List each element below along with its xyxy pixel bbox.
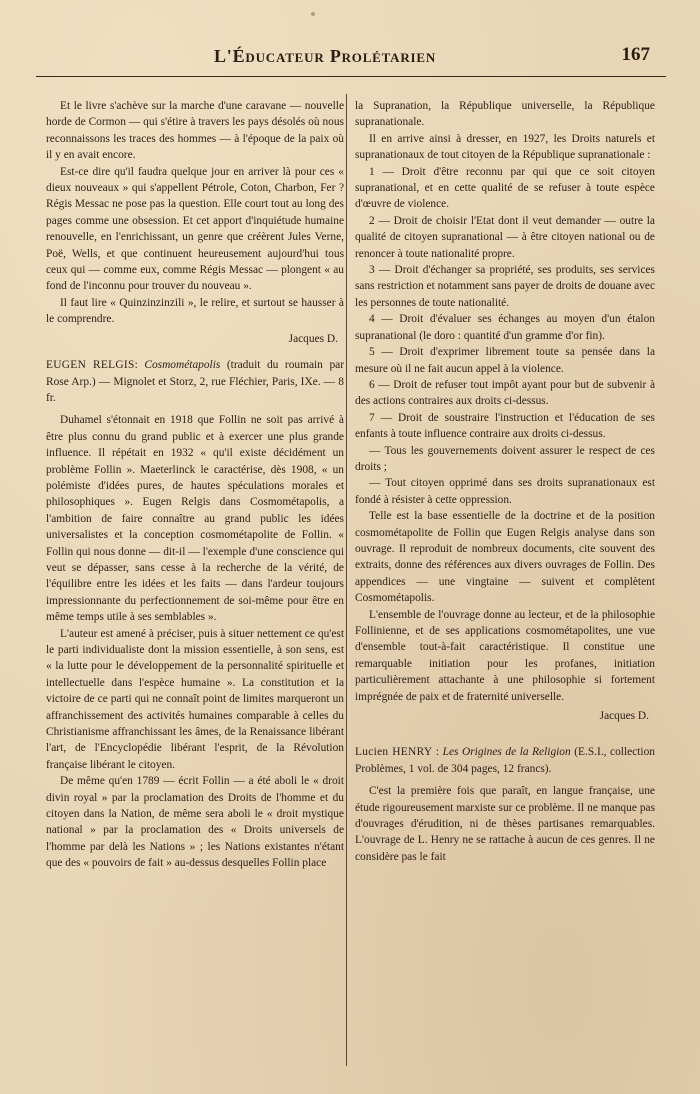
paragraph: Duhamel s'étonnait en 1918 que Follin ne soit pas arrivé à être plus connu du grand public et à exercer une plus grande influence. Il répétait en 1932 « qu'il existe décidément un problème Follin ». Maeterlinck le caractérise, dès 1908, « un polémiste d'idées pures, de hautes spéculations morales et philosophiques ». Eugen Relgis dans Cosmométapolis, a l'ambition de faire connaître au grand public les idées universalistes et la conception cosmométapolite de Follin. « Follin qui nous donne — dit-il — l'exemple d'une conscience qui veut se dépasser, sans cesse à la recherche de la vérité, de l'équilibre entre les idées et les faits — dans l'ardeur toujours impressionnante du perfectionnement de soi-même pour être en même temps utile à ses semblables ».	[46, 414, 344, 624]
column-divider	[346, 94, 347, 1066]
right-item: 6 — Droit de refuser tout impôt ayant pour but de subvenir à des actions contraires aux droits ci-dessus.	[355, 378, 655, 408]
paragraph: la Supranation, la République universelle, la République supranationale.	[355, 100, 655, 129]
right-item: 4 — Droit d'évaluer ses échanges au moyen d'un étalon supranational (le doro : quantité d'un gramme d'or fin).	[355, 313, 655, 342]
paragraph: Il en arrive ainsi à dresser, en 1927, les Droits naturels et supranationaux de tout citoyen de la République supranationale :	[355, 132, 655, 162]
paragraph: L'ensemble de l'ouvrage donne au lecteur, et de la philosophie Follinienne, et de ses applications cosmométapolites, une vue d'ensemble tout-à-fait caractéristique. Il constitue une remarquable initiation pour les profanes, initiation particulièrement attachante à une philosophie si fortement imprégnée de paix et de fraternité universelle.	[355, 608, 655, 703]
signature: Jacques D.	[288, 332, 338, 345]
paper-speck	[311, 12, 315, 16]
right-item: 2 — Droit de choisir l'Etat dont il veut demander — outre la qualité de citoyen supranational — à être citoyen national ou de renoncer à toute nationalité propre.	[355, 214, 655, 260]
paragraph: L'auteur est amené à préciser, puis à situer nettement ce qu'est le parti individualiste dont la mission essentielle, à son sens, est « la lutte pour le développement de la personnalité spirituelle et intellectuelle dans l'espèce humaine ». La constitution et la victoire de ce parti qui ne connaît point de limites marqueront un affranchissement des activités humaines comparable à celles du Christianisme affranchissant les âmes, de la Renaissance libérant l'art, de l'Encyclopédie libérant l'esprit, de la Révolution française libérant le citoyen.	[46, 627, 344, 771]
paragraph: Et le livre s'achève sur la marche d'une caravane — nouvelle horde de Cormon — qui s'étire à travers les pays désolés où nous reconnaissons les traces des hommes — à l'époque de la paix où il y en avait encore.	[46, 100, 344, 162]
review-author: EUGEN RELGIS	[46, 359, 135, 372]
right-item: 7 — Droit de soustraire l'instruction et l'éducation de ses enfants à toute influence contraire aux droits ci-dessus.	[355, 411, 655, 441]
review-heading	[355, 744, 655, 777]
signature: Jacques D.	[599, 710, 649, 723]
review-heading: EUGEN RELGIS: Cosmométapolis (traduit du roumain par Rose Arp.) — Mignolet et Storz, 2, rue Fléchier, Paris, IXe. — 8 fr.	[46, 359, 344, 404]
right-column	[355, 98, 655, 865]
right-item: 1 — Droit d'être reconnu par qui que ce soit citoyen supranational, et en cette qualité de se refuser à toute espèce d'œuvre de violence.	[355, 165, 655, 211]
right-item: 5 — Droit d'exprimer librement toute sa pensée dans la mesure où il ne fait aucun appel à la violence.	[355, 346, 655, 375]
right-item: — Tout citoyen opprimé dans ses droits supranationaux est fondé à résister à cette oppression.	[355, 477, 655, 506]
review-book-details: (E.S.I., collection Problèmes, 1 vol. de 304 pages, 12 francs).	[355, 746, 655, 775]
header-rule	[36, 76, 666, 77]
review-book-title: Les Origines de la Religion	[442, 746, 571, 759]
paragraph: C'est la première fois que paraît, en langue française, une étude rigoureusement marxiste sur ce problème. Il ne manque pas d'ouvrages d'érudition, ni de thèses partisanes remarquables. L'ouvrage de L. Henry ne se rattache à aucun de ces genres. Il ne considère pas le fait	[355, 785, 655, 863]
review-book-title: Cosmométapolis	[144, 359, 221, 372]
review-separator: :	[432, 746, 443, 759]
page-header	[36, 38, 666, 78]
paragraph: De même qu'en 1789 — écrit Follin — a été aboli le « droit divin royal » par la proclamation des Droits de l'homme et du citoyen dans la Nation, de même sera aboli le « droit mystique national » par la proclamation des « Droits universels de l'homme par delà les Nations » ; les Nations existantes n'étant que des « pouvoirs de fait » au-dessus desquelles Follin place	[46, 775, 344, 870]
review-book-details: (traduit du roumain par Rose Arp.) — Mignolet et Storz, 2, rue Fléchier, Paris, IXe. — 8 fr.	[46, 359, 344, 404]
paragraph: Il faut lire « Quinzinzinzili », le relire, et surtout se hausser à le comprendre.	[46, 296, 344, 326]
journal-title: L'Éducateur Prolétarien	[214, 46, 437, 66]
right-item: 3 — Droit d'échanger sa propriété, ses produits, ses services sans restriction et notamment sans payer de droits de douane avec les personnes de toute nationalité.	[355, 264, 655, 309]
page-number: 167	[621, 44, 650, 65]
paragraph: Telle est la base essentielle de la doctrine et de la position cosmométapolite de Follin que Eugen Relgis analyse dans son ouvrage. Il reproduit de nombreux documents, cite souvent des extraits, donne des références aux divers ouvrages de Follin. Des appendices — une vingtaine — suivent et complètent Cosmométapolis.	[355, 510, 655, 605]
right-item: — Tous les gouvernements doivent assurer le respect de ces droits ;	[355, 444, 655, 473]
review-author: Lucien HENRY	[355, 746, 433, 759]
left-column	[46, 98, 344, 872]
paragraph: Est-ce dire qu'il faudra quelque jour en arriver là pour ces « dieux nouveaux » qui s'appellent Pétrole, Coton, Charbon, Fer ? Régis Messac ne pose pas la question. Elle court tout au long des pages comme une obsession. Et cet apport d'inquiétude humaine renouvelle, en l'enrichissant, un genre que créèrent Jules Verne, Poë, Wells, et que continuent heureusement aujourd'hui tous ceux qui — comme eux, comme Régis Messac — plongent « au fond de l'inconnu pour trouver du nouveau ».	[46, 165, 344, 293]
